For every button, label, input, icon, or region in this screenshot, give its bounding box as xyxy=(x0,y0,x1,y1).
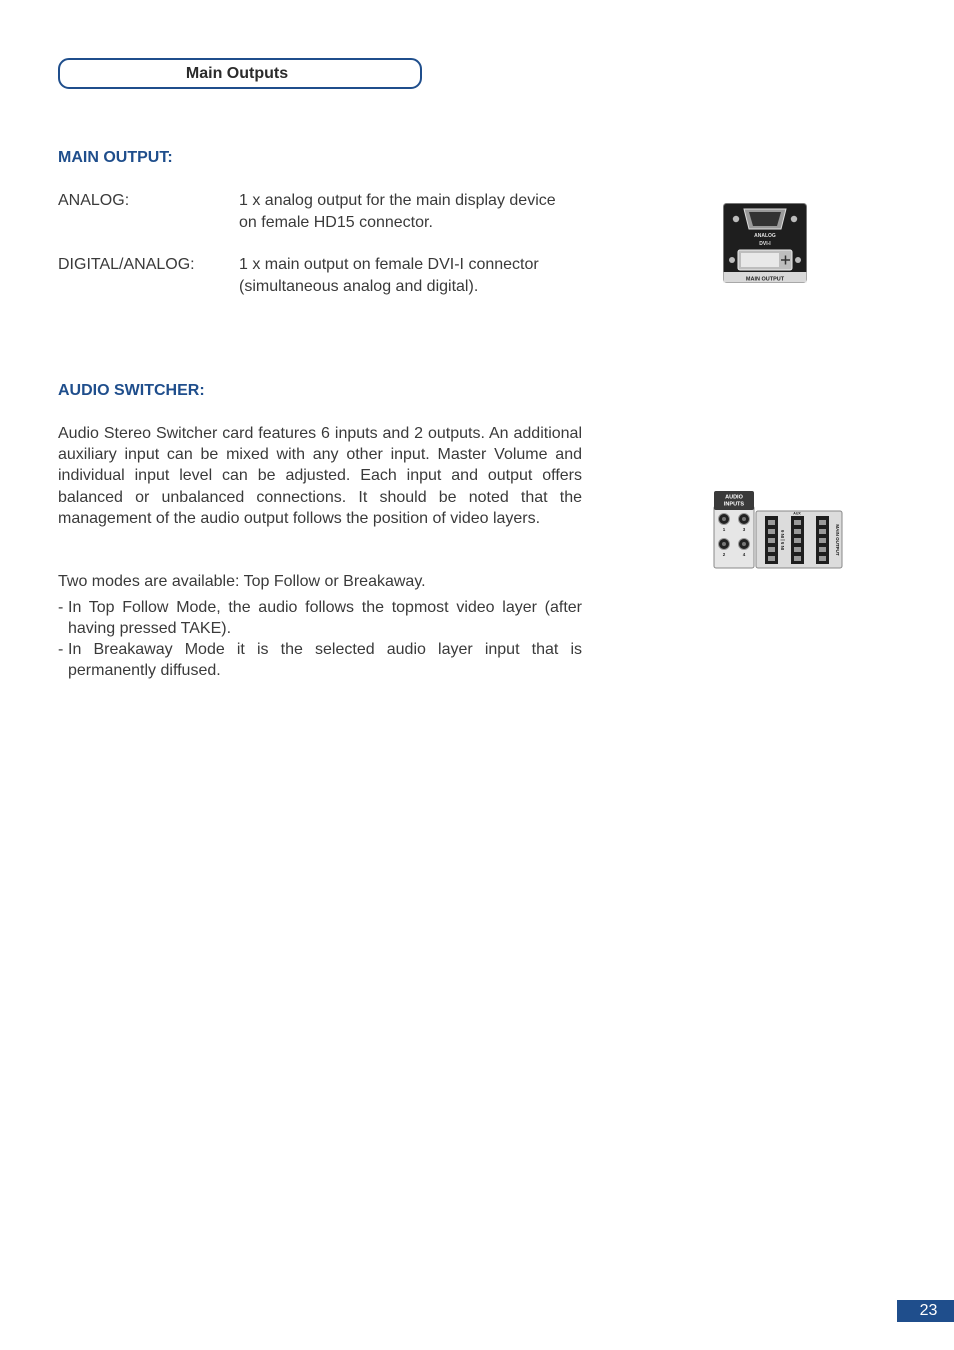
screw-icon xyxy=(795,257,801,263)
audio-jack-core xyxy=(722,517,726,521)
audio-switcher-paragraph: Audio Stereo Switcher card features 6 inputs and 2 outputs. An additional auxiliary input can be mixed with any other input. Master Volume and individual input level can be adjusted. Each input and output offers balanced or unbalanced connections. It should be noted that the management of the audio output follows the position of video layers. xyxy=(58,425,582,527)
panel-label-analog: ANALOG xyxy=(754,233,776,239)
terminal-screw xyxy=(768,538,775,543)
spec-description-line: on female HD15 connector. xyxy=(239,213,433,231)
audio-inputs-label-1: AUDIO xyxy=(725,494,743,501)
hd15-connector-socket xyxy=(749,212,781,226)
spec-description xyxy=(239,254,599,297)
list-item-text: In Breakaway Mode it is the selected audio layer input that is permanently diffused. xyxy=(68,641,582,680)
section-tab-label: Main Outputs xyxy=(185,64,289,82)
panel-label-main-output: MAIN OUTPUT xyxy=(745,276,785,283)
terminal-screw xyxy=(794,538,801,543)
main-output-heading: MAIN OUTPUT: xyxy=(58,149,173,166)
page-number: 23 xyxy=(897,1300,954,1322)
panel-label-dvi: DVI-I xyxy=(759,241,771,247)
terminal-screw xyxy=(819,529,826,534)
terminal-screw xyxy=(819,547,826,552)
terminal-screw xyxy=(794,556,801,561)
terminal-screw xyxy=(768,556,775,561)
audio-jack-core xyxy=(742,542,746,546)
dvi-pin-area xyxy=(741,253,779,267)
spec-label: ANALOG: xyxy=(58,192,130,209)
spec-label: DIGITAL/ANALOG: xyxy=(58,256,195,273)
terminal-screw xyxy=(794,547,801,552)
audio-inputs-label-2: INPUTS xyxy=(723,501,745,508)
terminal-screw xyxy=(794,529,801,534)
spec-description xyxy=(239,190,599,233)
jack-number: 2 xyxy=(722,552,726,557)
terminal-label-main-output: MAIN OUTPUT xyxy=(835,524,840,556)
screw-icon xyxy=(733,216,739,222)
audio-switcher-heading: AUDIO SWITCHER: xyxy=(58,382,205,399)
spec-description-line: (simultaneous analog and digital). xyxy=(239,277,479,295)
screw-icon xyxy=(729,257,735,263)
terminal-screw xyxy=(768,520,775,525)
main-output-panel-image xyxy=(723,203,807,283)
jack-number: 3 xyxy=(742,527,746,532)
modes-intro: Two modes are available: Top Follow or Breakaway. xyxy=(58,573,426,590)
terminal-screw xyxy=(794,520,801,525)
terminal-screw xyxy=(768,529,775,534)
terminal-screw xyxy=(819,556,826,561)
jack-number: 4 xyxy=(742,552,746,557)
list-item-text: In Top Follow Mode, the audio follows the topmost video layer (after having pressed TAKE). xyxy=(68,599,582,638)
bullet-dash: - xyxy=(58,599,64,616)
spec-description-line: 1 x analog output for the main display device xyxy=(239,192,556,209)
terminal-screw xyxy=(819,538,826,543)
audio-jack-core xyxy=(722,542,726,546)
screw-icon xyxy=(791,216,797,222)
audio-jack-core xyxy=(742,517,746,521)
terminal-label-aux: AUX xyxy=(793,511,801,516)
jack-number: 1 xyxy=(722,527,726,532)
audio-panel-image xyxy=(713,490,845,570)
spec-description-line: 1 x main output on female DVI-I connector xyxy=(239,256,539,273)
list-item xyxy=(58,597,582,639)
list-item xyxy=(58,639,582,681)
section-tab xyxy=(58,58,422,89)
terminal-screw xyxy=(819,520,826,525)
terminal-label-ins: IN 5 | IN 6 xyxy=(780,529,785,551)
terminal-screw xyxy=(768,547,775,552)
bullet-dash: - xyxy=(58,641,64,658)
